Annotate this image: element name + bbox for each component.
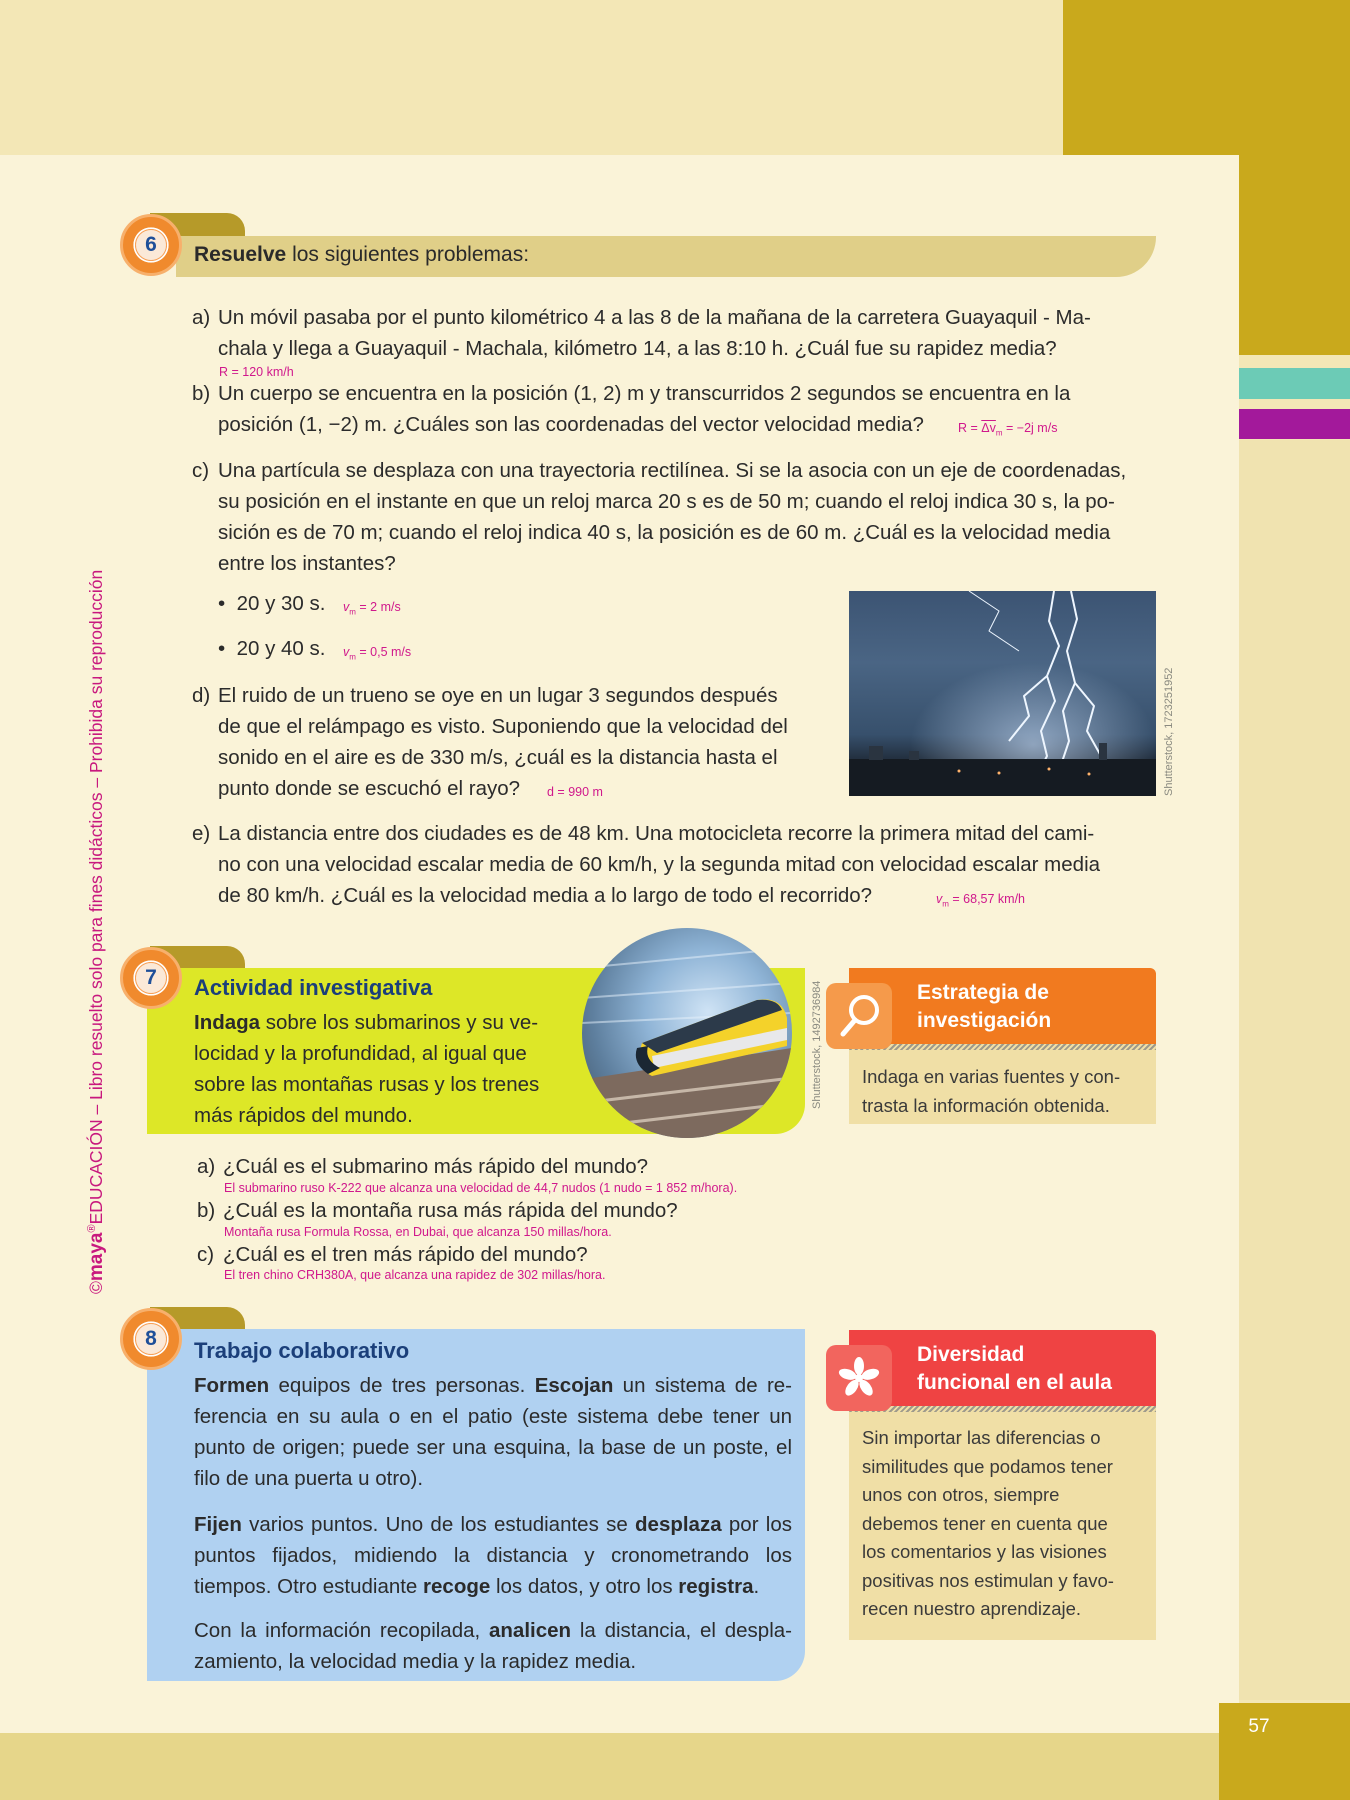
asterisk-flower-icon — [826, 1345, 892, 1411]
problem-line: su posición en el instante en que un reloj marca 20 s es de 50 m; cuando el reloj indica 30 s, la po- — [218, 490, 1115, 513]
bold-word: registra — [678, 1575, 754, 1598]
question-label: c) — [197, 1243, 215, 1266]
question-answer: Montaña rusa Formula Rossa, en Dubai, que alcanza 150 millas/hora. — [224, 1225, 612, 1239]
asterisk-flower-glyph — [826, 1345, 892, 1411]
bullet-answer — [343, 645, 411, 662]
section8-number: 8 — [136, 1324, 166, 1354]
answer-subscript: m — [349, 652, 356, 662]
problem-line: de que el relámpago es visto. Suponiendo que la velocidad del — [218, 715, 788, 738]
section7-text-rest: sobre los submarinos y su ve- locidad y la profundidad, al igual que sobre las montañas rusas y los trenes más rápidos del mundo. — [194, 1011, 540, 1127]
question-text: ¿Cuál es el tren más rápido del mundo? — [223, 1243, 588, 1266]
problem-line: de 80 km/h. ¿Cuál es la velocidad media a lo largo de todo el recorrido? — [218, 884, 873, 907]
strategy-title-line: investigación — [917, 1009, 1052, 1032]
question-answer: El tren chino CRH380A, que alcanza una rapidez de 302 millas/hora. — [224, 1268, 606, 1282]
strategy-header — [849, 968, 1156, 1044]
problem-d — [192, 680, 832, 804]
problem-c — [192, 455, 1152, 579]
answer-value: = −2j m/s — [1002, 421, 1058, 435]
section8-paragraph-3 — [194, 1615, 792, 1677]
answer-value: = 68,57 km/h — [948, 892, 1026, 906]
bottom-band — [0, 1733, 1350, 1800]
text-run: los datos, y otro los — [490, 1575, 679, 1598]
problem-label: c) — [192, 459, 210, 482]
magnifier-icon — [826, 983, 892, 1049]
section8-paragraph-1 — [194, 1370, 792, 1494]
problem-line: sonido en el aire es de 330 m/s, ¿cuál es la distancia hasta el — [218, 746, 778, 769]
teal-tab-marker — [1239, 368, 1350, 399]
train-photo-credit: Shutterstock, 1492736984 — [811, 980, 823, 1109]
train-photo — [582, 928, 792, 1138]
question-label: b) — [197, 1199, 216, 1222]
problem-line: sición es de 70 m; cuando el reloj indica 40 s, la posición es de 60 m. ¿Cuál es la velocidad media — [218, 521, 1111, 544]
bullet-text: 20 y 40 s. — [236, 637, 326, 660]
problem-line: La distancia entre dos ciudades es de 48 km. Una motocicleta recorre la primera mitad del cami- — [218, 822, 1095, 845]
text-run: un sistema de re- ferencia en su aula o en el patio (este sistema debe tener un punto de origen; puede ser una esquina, la base de un poste, el filo de una puerta u otro). — [194, 1374, 792, 1490]
bold-word: Formen — [194, 1374, 270, 1397]
strategy-title-line: Estrategia de — [917, 981, 1049, 1004]
bullet-text: 20 y 30 s. — [236, 592, 326, 615]
question-text: ¿Cuál es la montaña rusa más rápida del mundo? — [223, 1199, 678, 1222]
text-run: . — [753, 1575, 760, 1598]
section8-title: Trabajo colaborativo — [194, 1338, 410, 1363]
magnifier-glyph — [826, 983, 892, 1049]
text-run: Con la información recopilada, — [194, 1619, 489, 1642]
problem-label: d) — [192, 684, 211, 707]
copyright-text: EDUCACIÓN – Libro resuelto solo para fines didácticos – Prohibida su reproducción — [86, 569, 106, 1225]
answer-d: d = 990 m — [547, 785, 603, 799]
bold-word: desplaza — [635, 1513, 722, 1536]
question-c — [197, 1239, 897, 1270]
answer-value: = 2 m/s — [355, 600, 401, 614]
lightning-illustration — [849, 591, 1156, 796]
copyright-symbol: © — [86, 1281, 106, 1294]
section7-badge — [120, 947, 182, 1009]
diversity-title-line: Diversidad — [917, 1343, 1025, 1366]
bold-word: Escojan — [534, 1374, 614, 1397]
answer-b — [958, 421, 1057, 438]
section6-title — [194, 243, 529, 267]
problem-line: El ruido de un trueno se oye en un lugar 3 segundos después — [218, 684, 778, 707]
bullet-item: • 20 y 30 s. — [218, 592, 326, 615]
bold-word: recoge — [423, 1575, 491, 1598]
problem-label: e) — [192, 822, 211, 845]
answer-vector: $\overline{\Delta v}$ — [981, 421, 996, 435]
section8-badge — [120, 1308, 182, 1370]
question-text: ¿Cuál es el submarino más rápido del mundo? — [223, 1155, 649, 1178]
text-run: varios puntos. Uno de los estudiantes se — [241, 1513, 636, 1536]
problem-a — [192, 302, 1152, 364]
section7-title: Actividad investigativa — [194, 975, 433, 1000]
answer-subscript: m — [349, 607, 356, 617]
diversity-body: Sin importar las diferencias o similitudes que podamos tener unos con otros, siempre debemos tener en cuenta que los comentarios y las visiones positivas nos estimulan y favo- recen nuestro aprendizaje. — [849, 1412, 1156, 1640]
problem-line: chala y llega a Guayaquil - Machala, kilómetro 14, a las 8:10 h. ¿Cuál fue su rapidez media? — [218, 337, 1057, 360]
answer-e — [936, 892, 1025, 909]
question-a — [197, 1151, 897, 1182]
answer-subscript: m — [942, 899, 949, 909]
question-b — [197, 1195, 897, 1226]
answer-value: = 0,5 m/s — [355, 645, 412, 659]
answer-a: R = 120 km/h — [219, 365, 294, 379]
section6-badge — [120, 214, 182, 276]
page-number: 57 — [1248, 1716, 1270, 1737]
registered-mark: ® — [86, 1224, 99, 1233]
lightning-photo-credit: Shutterstock, 1723251952 — [1163, 667, 1175, 796]
lightning-photo — [849, 591, 1156, 796]
answer-prefix: R = — [958, 421, 982, 435]
question-answer: El submarino ruso K-222 que alcanza una velocidad de 44,7 nudos (1 nudo = 1 852 m/hora). — [224, 1181, 738, 1195]
section7-text — [194, 1007, 574, 1131]
question-label: a) — [197, 1155, 216, 1178]
right-margin-strip — [1239, 440, 1350, 1700]
bold-word: Fijen — [194, 1513, 242, 1536]
diversity-title-line: funcional en el aula — [917, 1371, 1112, 1394]
strategy-body: Indaga en varias fuentes y con- trasta la información obtenida. — [849, 1050, 1156, 1124]
problem-line: no con una velocidad escalar media de 60 km/h, y la segunda mitad con velocidad escalar media — [218, 853, 1101, 876]
problem-line: Un cuerpo se encuentra en la posición (1, 2) m y transcurridos 2 segundos se encuentra en la — [218, 382, 1071, 405]
answer-subscript: m — [995, 428, 1003, 438]
copyright-notice — [86, 474, 108, 1294]
bold-word: analicen — [489, 1619, 572, 1642]
problem-line: punto donde se escuchó el rayo? — [218, 777, 521, 800]
problem-line: Una partícula se desplaza con una trayectoria rectilínea. Si se la asocia con un eje de coordenadas, — [218, 459, 1127, 482]
answer-v: v — [343, 645, 350, 659]
train-illustration — [582, 928, 792, 1138]
section7-text-bold: Indaga — [194, 1011, 261, 1034]
brand-name: maya — [86, 1232, 107, 1282]
magenta-tab-marker — [1239, 409, 1350, 439]
problem-line: entre los instantes? — [218, 552, 396, 575]
problem-line: posición (1, −2) m. ¿Cuáles son las coordenadas del vector velocidad media? — [218, 413, 924, 436]
problem-label: b) — [192, 382, 211, 405]
answer-v: v — [343, 600, 350, 614]
section8-paragraph-2 — [194, 1509, 792, 1602]
text-run: la distancia, el despla- zamiento, la velocidad media y la rapidez media. — [194, 1619, 792, 1673]
section6-number: 6 — [136, 230, 166, 260]
section6-title-bold: Resuelve — [194, 243, 287, 266]
problem-line: Un móvil pasaba por el punto kilométrico 4 a las 8 de la mañana de la carretera Guayaquil - Ma- — [218, 306, 1091, 329]
bullet-item: • 20 y 40 s. — [218, 637, 326, 660]
diversity-header — [849, 1330, 1156, 1406]
answer-v: v — [936, 892, 943, 906]
problem-label: a) — [192, 306, 211, 329]
text-run: por los puntos fijados, midiendo la distancia y cronometrando los tiempos. Otro estudiante — [194, 1513, 792, 1598]
section6-title-rest: los siguientes problemas: — [286, 243, 530, 266]
text-run: equipos de tres personas. — [269, 1374, 535, 1397]
section7-number: 7 — [136, 963, 166, 993]
bullet-answer — [343, 600, 401, 617]
